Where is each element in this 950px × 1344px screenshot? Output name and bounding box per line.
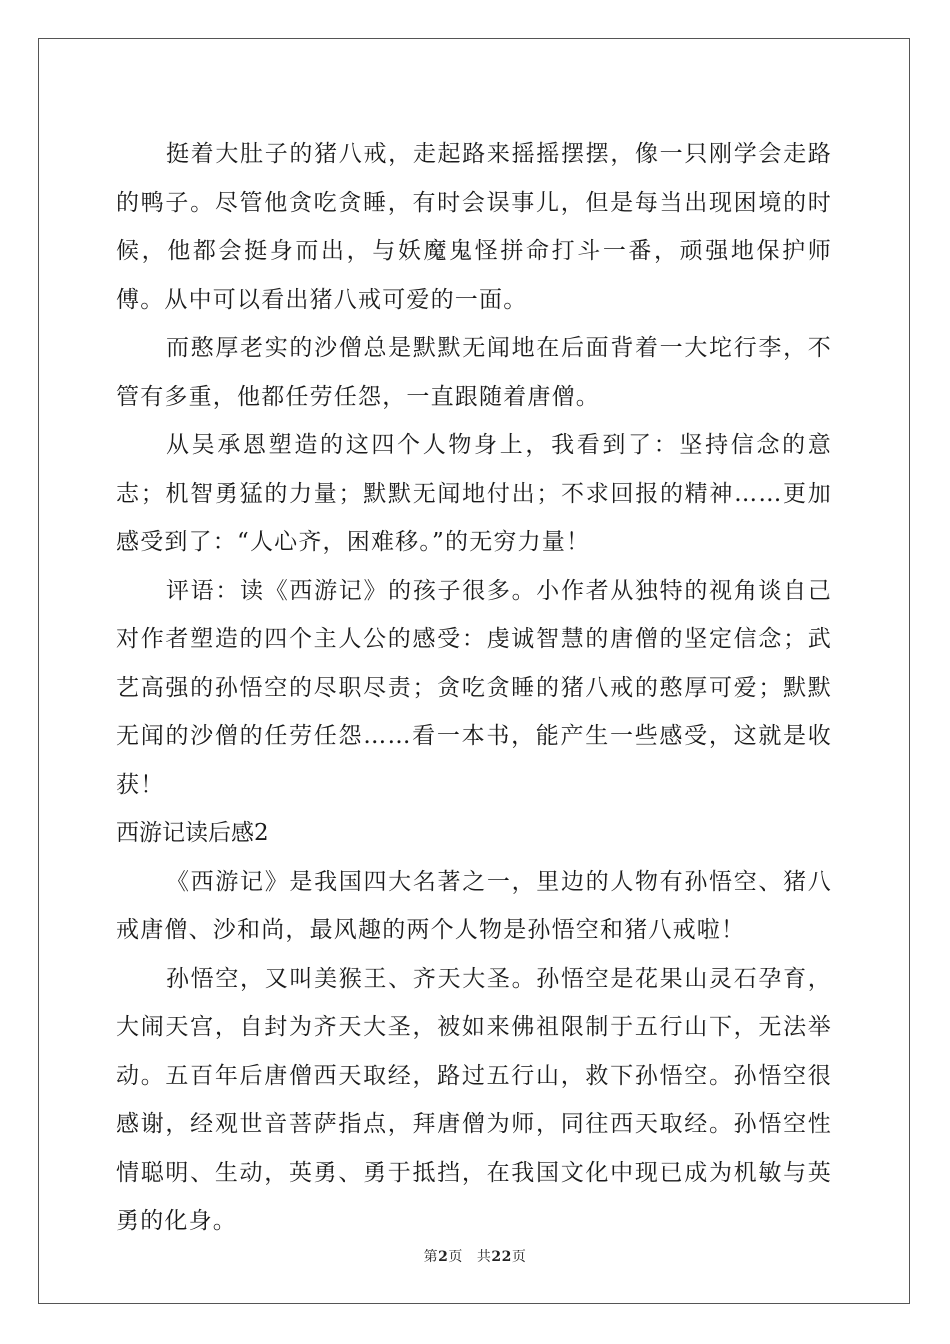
section-heading: 西游记读后感2	[116, 820, 269, 846]
page-number-current: 2	[438, 1249, 449, 1265]
paragraph-sunwukong: 孙悟空，又叫美猴王、齐天大圣。孙悟空是花果山灵石孕育，大闹天宫，自封为齐天大圣，被如来佛祖限制于五行山下，无法举动。五百年后唐僧西天取经，路过五行山，救下孙悟空。孙悟空很感谢，经观世音菩萨指点，拜唐僧为师，同往西天取经。孙悟空性情聪明、生动，英勇、勇于抵挡，在我国文化中现已成为机敏与英勇的化身。	[116, 965, 832, 1234]
paragraph-intro: 《西游记》是我国四大名著之一，里边的人物有孙悟空、猪八戒唐僧、沙和尚，最风趣的两个人物是孙悟空和猪八戒啦！	[116, 868, 832, 943]
paragraph-comment: 评语：读《西游记》的孩子很多。小作者从独特的视角谈自己对作者塑造的四个主人公的感受：虔诚智慧的唐僧的坚定信念；武艺高强的孙悟空的尽职尽责；贪吃贪睡的猪八戒的憨厚可爱；默默无闻的沙僧的任劳任怨……看一本书，能产生一些感受，这就是收获！	[116, 577, 832, 798]
paragraph-zhubajie: 挺着大肚子的猪八戒，走起路来摇摇摆摆，像一只刚学会走路的鸭子。尽管他贪吃贪睡，有时会误事儿，但是每当出现困境的时候，他都会挺身而出，与妖魔鬼怪拼命打斗一番，顽强地保护师傅。从中可以看出猪八戒可爱的一面。	[116, 141, 832, 313]
paragraph-reflection: 从吴承恩塑造的这四个人物身上，我看到了：坚持信念的意志；机智勇猛的力量；默默无闻地付出；不求回报的精神……更加感受到了：“人心齐，困难移。”的无穷力量！	[116, 432, 832, 555]
page-number-total: 22	[491, 1249, 512, 1265]
page-suffix: 页	[448, 1249, 463, 1265]
paragraph-shaseng: 而憨厚老实的沙僧总是默默无闻地在后面背着一大坨行李，不管有多重，他都任劳任怨，一直跟随着唐僧。	[116, 335, 832, 410]
total-suffix: 页	[511, 1249, 527, 1265]
total-prefix: 共	[476, 1249, 492, 1265]
page-prefix: 第	[423, 1249, 439, 1265]
document-body	[116, 130, 832, 1246]
page-footer	[0, 1246, 950, 1266]
